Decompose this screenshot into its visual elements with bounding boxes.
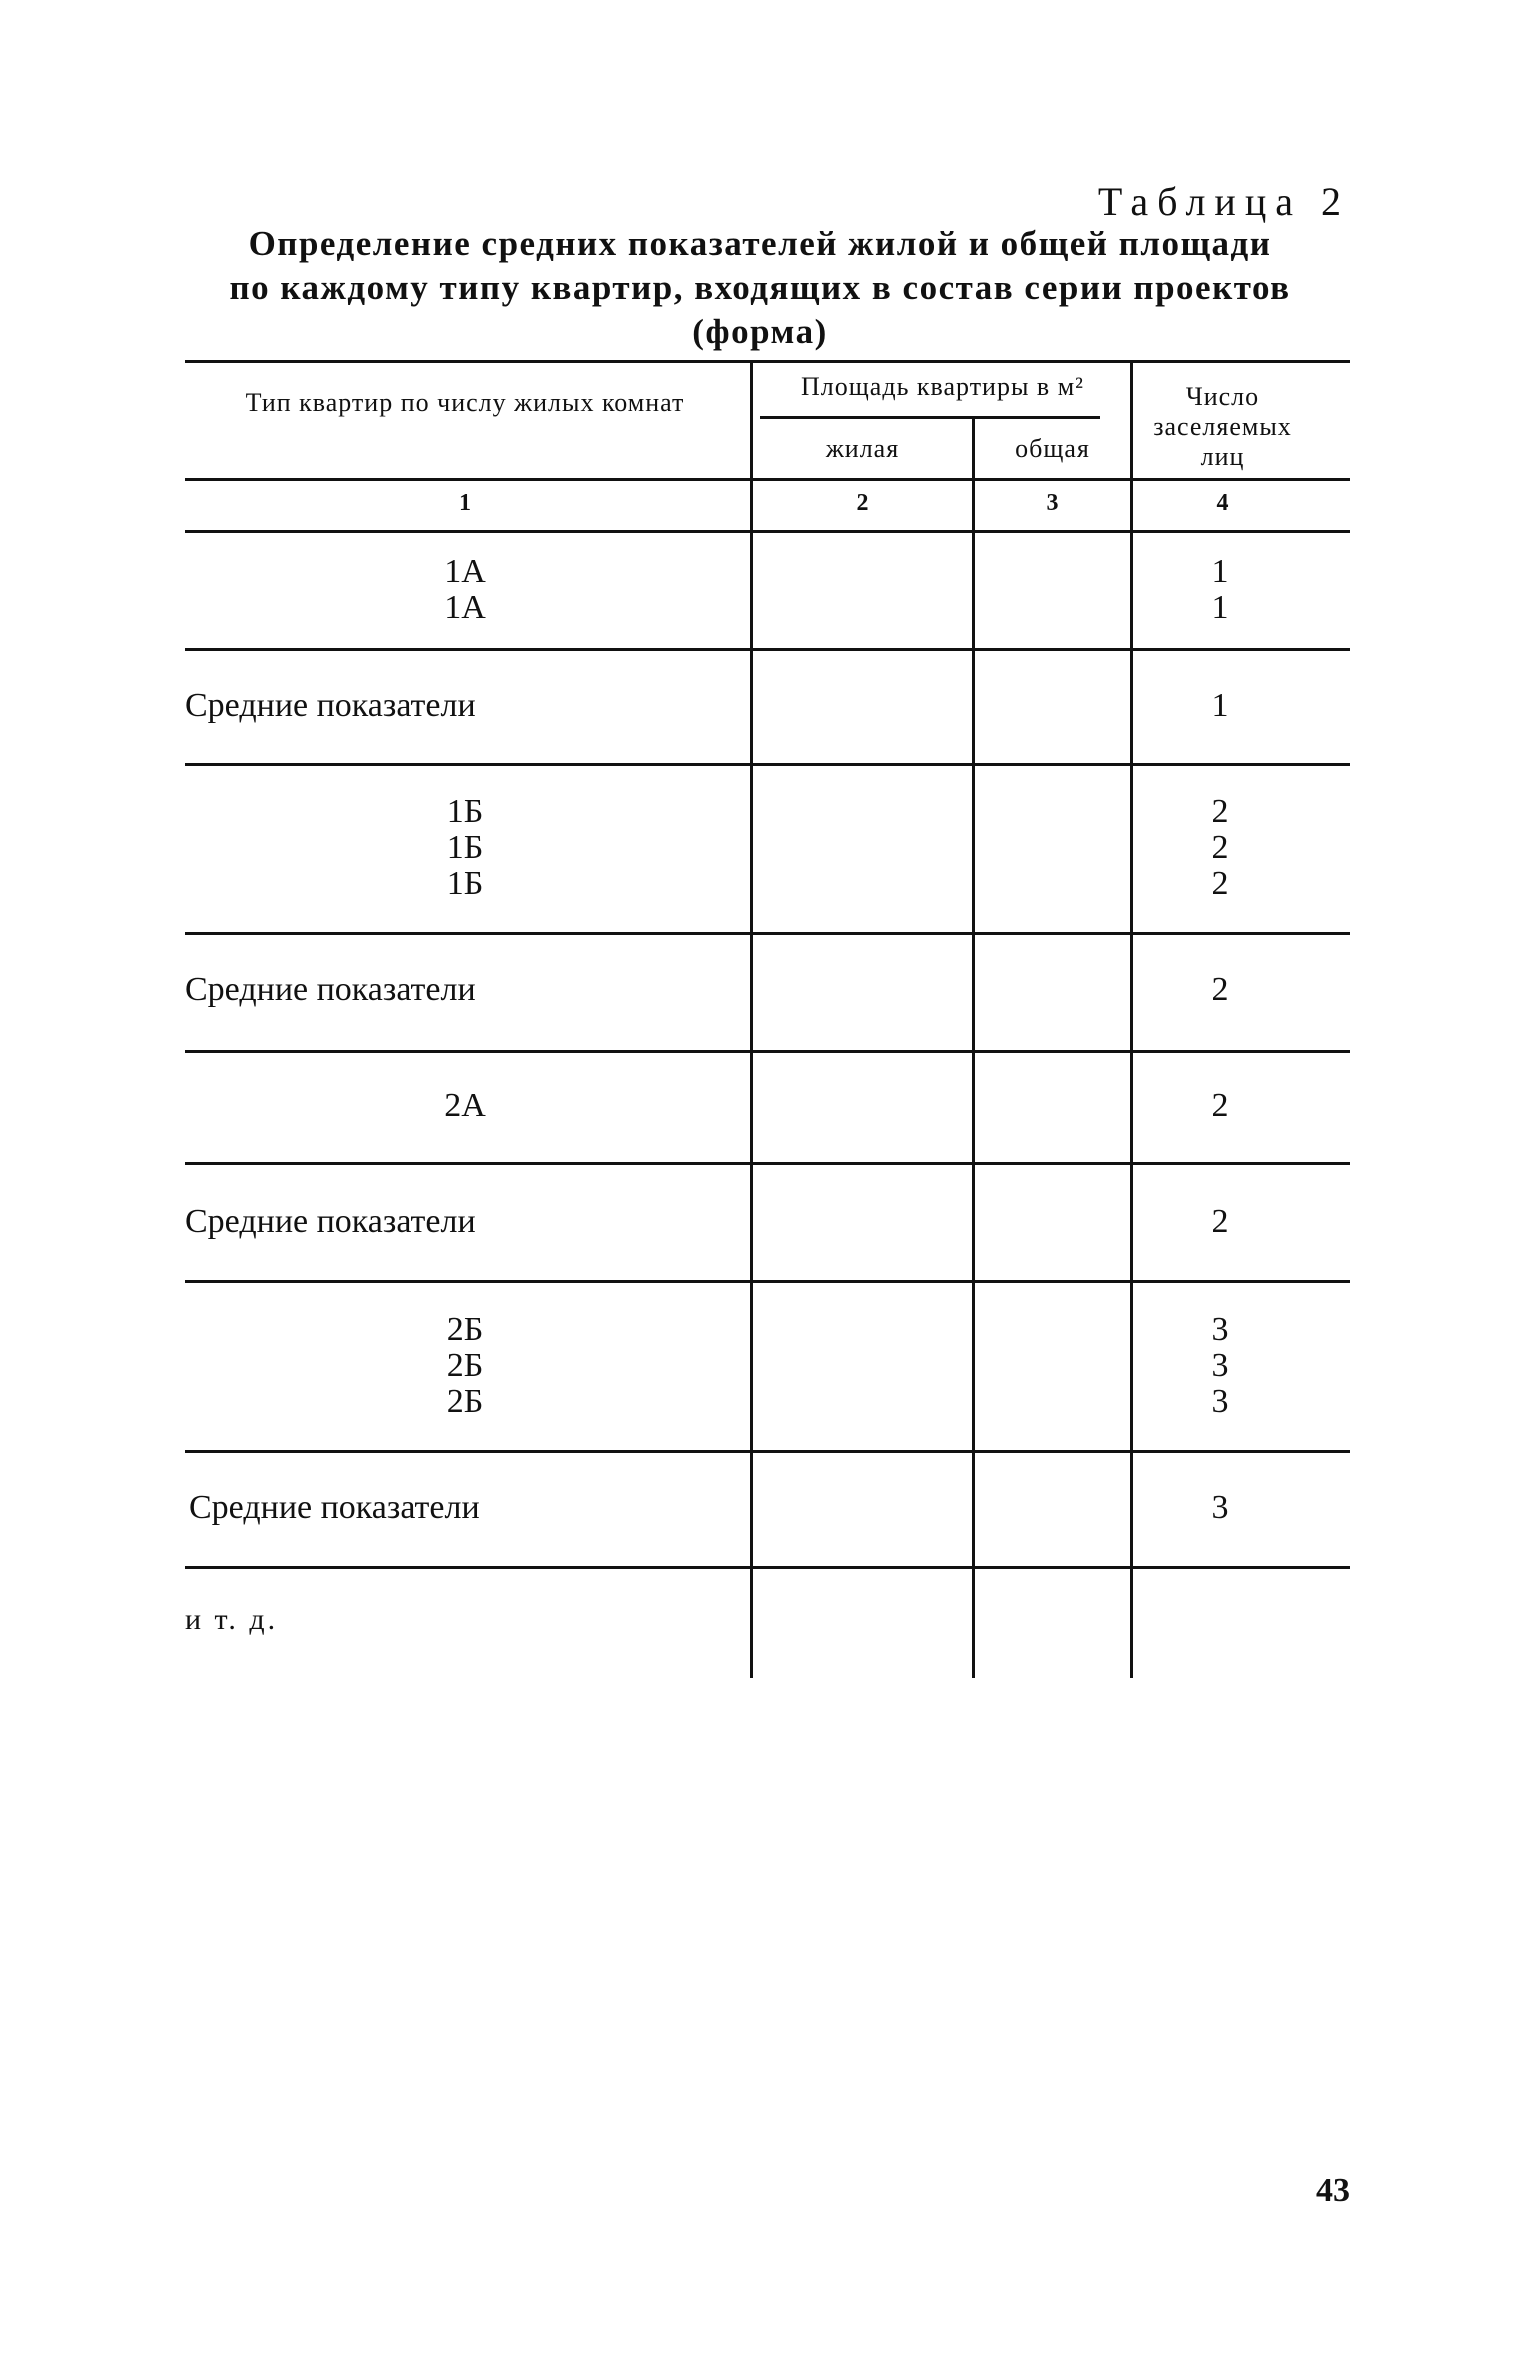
average-label: Средние показатели (185, 971, 476, 1008)
rule-row-7 (185, 1450, 1350, 1453)
average-label: Средние показатели (189, 1489, 480, 1526)
average-persons: 2 (1211, 971, 1229, 1008)
vline-1 (750, 360, 753, 1678)
flat-type: 1А (444, 589, 486, 626)
flat-type: 2Б (446, 1347, 484, 1384)
column-number-3: 3 (1046, 490, 1059, 516)
rule-row-3 (185, 932, 1350, 935)
header-type: Тип квартир по числу жилых комнат (245, 388, 685, 417)
average-label: Средние показатели (185, 687, 476, 724)
persons-value: 3 (1211, 1383, 1229, 1420)
persons-value: 3 (1211, 1311, 1229, 1348)
rule-row-5 (185, 1162, 1350, 1165)
rule-row-4 (185, 1050, 1350, 1053)
table-label: Таблица 2 (1097, 179, 1350, 224)
rule-row-2 (185, 763, 1350, 766)
persons-value: 2 (1211, 865, 1229, 902)
persons-value: 1 (1211, 589, 1229, 626)
page-number: 43 (1316, 2172, 1350, 2209)
rule-row-6 (185, 1280, 1350, 1283)
etc-label: и т. д. (185, 1603, 279, 1636)
persons-value: 2 (1211, 793, 1229, 830)
flat-type: 1Б (446, 793, 484, 830)
flat-type: 1А (444, 553, 486, 590)
average-persons: 1 (1211, 687, 1229, 724)
average-persons: 3 (1211, 1489, 1229, 1526)
header-total: общая (1015, 434, 1090, 463)
flat-type: 2А (444, 1087, 486, 1124)
title-line-1: Определение средних показателей жилой и общей площади (248, 224, 1272, 263)
flat-type: 2Б (446, 1311, 484, 1348)
header-persons: Число заселяемых лиц (1153, 382, 1292, 471)
header-area-group: Площадь квартиры в м² (801, 372, 1084, 401)
rule-top (185, 360, 1350, 363)
rule-numbers-bottom (185, 530, 1350, 533)
vline-3 (1130, 360, 1133, 1678)
data-table (185, 358, 1350, 1678)
table-title (185, 222, 1335, 354)
vline-2 (972, 418, 975, 1678)
flat-type: 2Б (446, 1383, 484, 1420)
average-label: Средние показатели (185, 1203, 476, 1240)
flat-type: 1Б (446, 829, 484, 866)
persons-value: 2 (1211, 829, 1229, 866)
title-line-2: по каждому типу квартир, входящих в состав серии проектов (229, 268, 1291, 307)
rule-row-8 (185, 1566, 1350, 1569)
rule-row-1 (185, 648, 1350, 651)
persons-value: 3 (1211, 1347, 1229, 1384)
rule-area-sub (760, 416, 1100, 419)
title-line-3: (форма) (692, 312, 828, 351)
flat-type: 1Б (446, 865, 484, 902)
persons-value: 1 (1211, 553, 1229, 590)
column-number-1: 1 (459, 490, 471, 516)
average-persons: 2 (1211, 1203, 1229, 1240)
column-number-4: 4 (1216, 490, 1229, 516)
column-number-2: 2 (856, 490, 869, 516)
rule-header-bottom (185, 478, 1350, 481)
persons-value: 2 (1211, 1087, 1229, 1124)
header-living: жилая (825, 434, 900, 463)
